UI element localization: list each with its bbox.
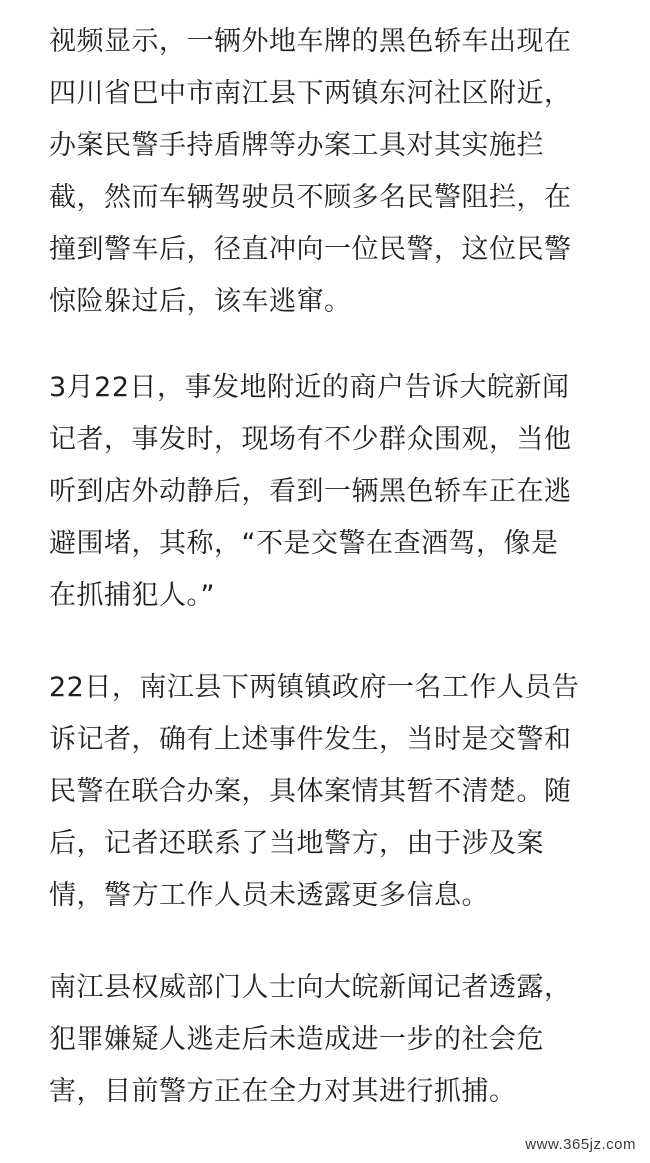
paragraph-line: 惊险躲过后，该车逃窜。: [49, 286, 352, 317]
paragraph-line: 3月22日，事发地附近的商户告诉大皖新闻: [49, 372, 570, 403]
paragraph-line: 截，然而车辆驾驶员不顾多名民警阻拦，在: [49, 182, 572, 213]
paragraph-line: 南江县权威部门人士向大皖新闻记者透露，: [49, 972, 572, 1003]
paragraph-line: 听到店外动静后，看到一辆黑色轿车正在逃: [49, 476, 572, 507]
paragraph-line: 办案民警手持盾牌等办案工具对其实施拦: [49, 130, 544, 161]
paragraph-line: 在抓捕犯人。”: [49, 580, 215, 611]
paragraph-line: 记者，事发时，现场有不少群众围观，当他: [49, 424, 572, 455]
paragraph-line: 撞到警车后，径直冲向一位民警，这位民警: [49, 234, 572, 265]
paragraph-line: 四川省巴中市南江县下两镇东河社区附近，: [49, 78, 572, 109]
paragraph-line: 犯罪嫌疑人逃走后未造成进一步的社会危: [49, 1024, 544, 1055]
paragraph-line: 避围堵，其称，“不是交警在查酒驾，像是: [49, 528, 559, 559]
paragraph-line: 后，记者还联系了当地警方，由于涉及案: [49, 828, 544, 859]
paragraph-line: 视频显示，一辆外地车牌的黑色轿车出现在: [49, 26, 572, 57]
site-watermark: www.365jz.com: [525, 1136, 636, 1153]
paragraph-line: 情，警方工作人员未透露更多信息。: [49, 880, 489, 911]
paragraph-line: 害，目前警方正在全力对其进行抓捕。: [49, 1076, 517, 1107]
paragraph-line: 诉记者，确有上述事件发生，当时是交警和: [49, 724, 572, 755]
paragraph-line: 民警在联合办案，具体案情其暂不清楚。随: [49, 776, 572, 807]
paragraph-line: 22日，南江县下两镇镇政府一名工作人员告: [49, 672, 580, 703]
